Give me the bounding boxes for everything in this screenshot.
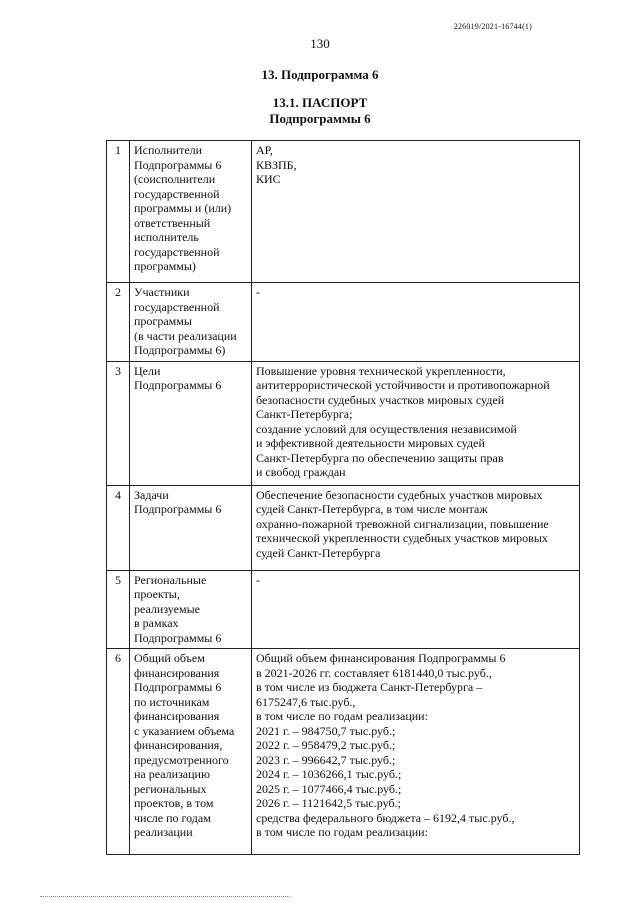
row-label-line: предусмотренного bbox=[134, 752, 229, 767]
row-number: 3 bbox=[107, 361, 130, 485]
row-label-line: государственной bbox=[134, 244, 220, 259]
row-value-line: - bbox=[256, 572, 260, 587]
row-label-cell bbox=[130, 649, 252, 855]
row-label-line: исполнитель bbox=[134, 230, 199, 244]
row-value-line: и свобод граждан bbox=[256, 465, 346, 479]
row-label-line: Подпрограммы 6 bbox=[134, 630, 222, 645]
row-label-line: программы) bbox=[134, 259, 196, 273]
passport-subtitle: Подпрограммы 6 bbox=[269, 111, 371, 126]
passport-heading bbox=[0, 95, 640, 127]
row-value-line: безопасности судебных участков мировых судей bbox=[256, 392, 505, 407]
row-number: 1 bbox=[107, 141, 130, 283]
row-value-cell bbox=[252, 283, 580, 362]
row-value-line: 2024 г. – 1036266,1 тыс.руб.; bbox=[256, 767, 402, 781]
row-value-line: технической укрепленности судебных участков мировых bbox=[256, 531, 548, 545]
row-number: 6 bbox=[107, 649, 130, 855]
table-row bbox=[107, 485, 580, 570]
row-label-line: (в части реализации bbox=[134, 328, 237, 343]
row-label-cell bbox=[130, 283, 252, 362]
row-label-line: финансирования bbox=[134, 709, 220, 723]
row-value-line: 2021 г. – 984750,7 тыс.руб.; bbox=[256, 723, 396, 738]
bottom-divider bbox=[40, 896, 290, 897]
row-value-cell bbox=[252, 485, 580, 570]
row-label-line: проекты, bbox=[134, 587, 180, 601]
row-label-line: программы и (или) bbox=[134, 201, 232, 215]
row-label-line: по источникам bbox=[134, 694, 210, 709]
row-label-line: Подпрограммы 6 bbox=[134, 378, 222, 392]
row-number: 4 bbox=[107, 485, 130, 570]
row-label-line: с указанием объема bbox=[134, 723, 235, 738]
document-id: 226019/2021-16744(1) bbox=[453, 22, 532, 31]
row-value-line: 2025 г. – 1077466,4 тыс.руб.; bbox=[256, 781, 402, 796]
row-value-line: 6175247,6 тыс.руб., bbox=[256, 694, 356, 709]
row-value-line: - bbox=[256, 285, 260, 299]
row-value-line: создание условий для осуществления независимой bbox=[256, 421, 517, 436]
row-label-line: региональных bbox=[134, 781, 207, 796]
table-row bbox=[107, 649, 580, 855]
row-value-line: 2026 г. – 1121642,5 тыс.руб.; bbox=[256, 796, 401, 810]
row-value-line: судей Санкт-Петербурга, в том числе монтаж bbox=[256, 502, 488, 516]
row-value-line: КВЗПБ, bbox=[256, 157, 297, 172]
row-label-line: Подпрограммы 6) bbox=[134, 343, 226, 357]
row-label-cell bbox=[130, 570, 252, 649]
row-value-line: Обеспечение безопасности судебных участков мировых bbox=[256, 487, 543, 502]
row-value-line: антитеррористической устойчивости и противопожарной bbox=[256, 378, 550, 392]
row-label-line: государственной bbox=[134, 299, 220, 314]
row-label-line: в рамках bbox=[134, 616, 179, 630]
row-label-line: финансирования bbox=[134, 665, 220, 680]
row-label-line: Задачи bbox=[134, 487, 169, 502]
row-label-line: Участники bbox=[134, 285, 190, 299]
passport-table bbox=[106, 140, 580, 855]
row-value-line: средства федерального бюджета – 6192,4 тыс.руб., bbox=[256, 810, 515, 825]
table-row bbox=[107, 141, 580, 283]
row-value-line: в том числе из бюджета Санкт-Петербурга – bbox=[256, 680, 483, 694]
row-value-line: Санкт-Петербурга по обеспечению защиты прав bbox=[256, 450, 504, 465]
row-value-line: в том числе по годам реализации: bbox=[256, 825, 428, 839]
passport-table-body bbox=[107, 141, 580, 855]
row-value-line: охранно-пожарной тревожной сигнализации, повышение bbox=[256, 516, 549, 531]
row-label-cell bbox=[130, 485, 252, 570]
row-value-line: в 2021-2026 гг. составляет 6181440,0 тыс.руб., bbox=[256, 665, 492, 680]
row-label-line: числе по годам bbox=[134, 810, 211, 825]
row-label-line: Региональные bbox=[134, 572, 207, 587]
row-value-line: Санкт-Петербурга; bbox=[256, 407, 353, 421]
row-value-line: в том числе по годам реализации: bbox=[256, 709, 428, 723]
row-label-line: ответственный bbox=[134, 215, 211, 230]
row-label-cell bbox=[130, 141, 252, 283]
table-row bbox=[107, 570, 580, 649]
row-value-cell bbox=[252, 570, 580, 649]
row-value-cell bbox=[252, 361, 580, 485]
row-value-line: КИС bbox=[256, 172, 281, 186]
row-label-line: Цели bbox=[134, 363, 161, 378]
row-label-line: на реализацию bbox=[134, 767, 210, 781]
row-label-line: Общий объем bbox=[134, 651, 205, 665]
row-value-line: Общий объем финансирования Подпрограммы 6 bbox=[256, 651, 506, 665]
row-value-line: 2022 г. – 958479,2 тыс.руб.; bbox=[256, 738, 396, 752]
row-label-line: Подпрограммы 6 bbox=[134, 157, 222, 172]
table-row bbox=[107, 283, 580, 362]
row-label-line: проектов, в том bbox=[134, 796, 214, 810]
row-label-line: Подпрограммы 6 bbox=[134, 502, 222, 516]
row-number: 5 bbox=[107, 570, 130, 649]
row-label-line: Исполнители bbox=[134, 143, 203, 157]
row-value-line: 2023 г. – 996642,7 тыс.руб.; bbox=[256, 752, 396, 767]
row-label-line: реализации bbox=[134, 825, 193, 839]
section-title: 13. Подпрограмма 6 bbox=[261, 67, 379, 82]
row-value-line: Повышение уровня технической укрепленности, bbox=[256, 363, 506, 378]
row-value-cell bbox=[252, 649, 580, 855]
page-number: 130 bbox=[310, 36, 330, 51]
row-label-line: реализуемые bbox=[134, 601, 200, 616]
table-row bbox=[107, 361, 580, 485]
row-label-line: государственной bbox=[134, 186, 220, 201]
row-value-line: судей Санкт-Петербурга bbox=[256, 545, 381, 560]
row-label-cell bbox=[130, 361, 252, 485]
row-label-line: (соисполнители bbox=[134, 172, 216, 186]
row-value-cell bbox=[252, 141, 580, 283]
passport-title: 13.1. ПАСПОРТ bbox=[272, 95, 368, 110]
row-value-line: АР, bbox=[256, 143, 273, 157]
row-label-line: программы bbox=[134, 314, 192, 328]
row-value-line: и эффективной деятельности мировых судей bbox=[256, 436, 485, 450]
row-label-line: финансирования, bbox=[134, 738, 223, 752]
row-number: 2 bbox=[107, 283, 130, 362]
row-label-line: Подпрограммы 6 bbox=[134, 680, 222, 694]
